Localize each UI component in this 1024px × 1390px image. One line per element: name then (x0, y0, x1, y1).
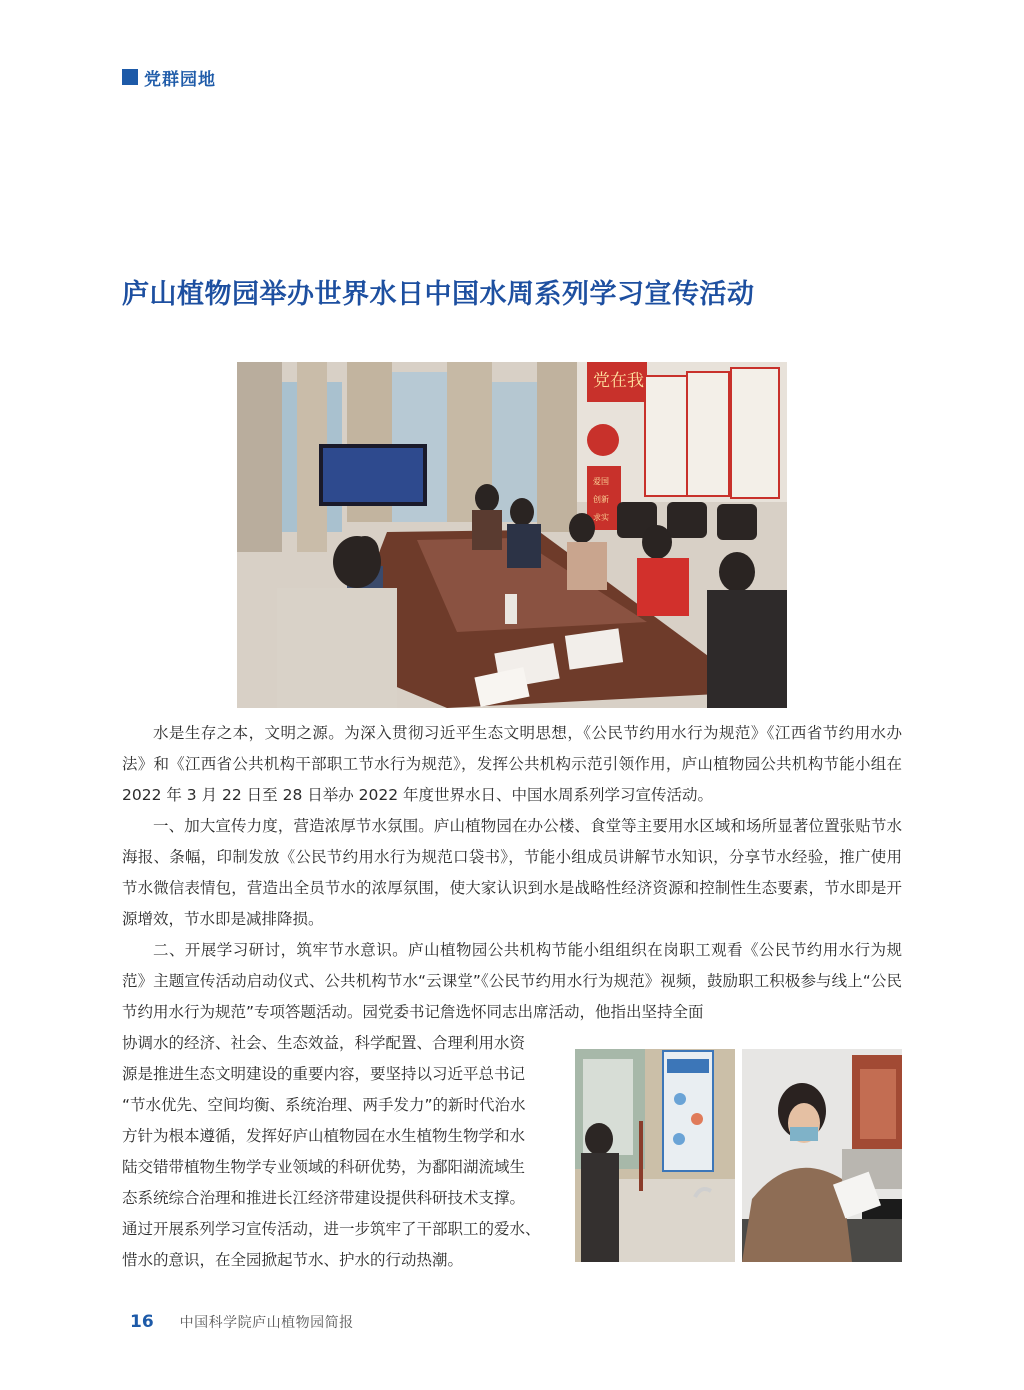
continuation-line: 源是推进生态文明建设的重要内容，要坚持以习近平总书记 (122, 1065, 526, 1083)
continuation-line: “节水优先、空间均衡、系统治理、两手发力”的新时代治水 (122, 1096, 526, 1114)
reading-photo (742, 1049, 902, 1262)
wall-char-2: 创新 (593, 495, 609, 504)
paragraph-3-continuation (122, 1028, 570, 1276)
continuation-line: 协调水的经济、社会、生态效益，科学配置、合理利用水资 (122, 1034, 526, 1052)
wall-slogan: 党在我 (593, 371, 644, 391)
continuation-line: 态系统综合治理和推进长江经济带建设提供科研技术支撑。 (122, 1189, 526, 1207)
paragraph-2: 一、加大宣传力度，营造浓厚节水氛围。庐山植物园在办公楼、食堂等主要用水区域和场所显著位置张贴节水海报、条幅，印制发放《公民节约用水行为规范口袋书》，节能小组成员讲解节水知识，分享节水经验，推广使用节水微信表情包，营造出全员节水的浓厚氛围，使大家认识到水是战略性经济资源和控制性生态要素，节水即是开源增效，节水即是减排降损。 (122, 817, 902, 928)
article-body (122, 718, 902, 1028)
section-label: 党群园地 (144, 69, 216, 90)
page-number: 16 (130, 1312, 154, 1332)
section-square-icon (122, 69, 138, 85)
section-tag (122, 64, 216, 90)
continuation-line: 陆交错带植物生物学专业领域的科研优势，为鄱阳湖流域生 (122, 1158, 526, 1176)
paragraph-3: 二、开展学习研讨，筑牢节水意识。庐山植物园公共机构节能小组组织在岗职工观看《公民节约用水行为规范》主题宣传活动启动仪式、公共机构节水“云课堂”《公民节约用水行为规范》视频，鼓励职工积极参与线上“公民节约用水行为规范”专项答题活动。园党委书记詹选怀同志出席活动，他指出坚持全面 (122, 941, 902, 1021)
continuation-line: 方针为根本遵循，发挥好庐山植物园在水生植物生物学和水 (122, 1127, 526, 1145)
meeting-photo (237, 362, 787, 708)
poster-photo (575, 1049, 735, 1262)
wall-char-1: 爱国 (593, 477, 609, 486)
paragraph-1: 水是生存之本，文明之源。为深入贯彻习近平生态文明思想，《公民节约用水行为规范》《江西省节约用水办法》和《江西省公共机构干部职工节水行为规范》，发挥公共机构示范引领作用，庐山植物园公共机构节能小组在 2022 年 3 月 22 日至 28 日举办 2022 年度世界水日、中国水周系列学习宣传活动。 (122, 724, 902, 804)
continuation-line: 惜水的意识，在全园掀起节水、护水的行动热潮。 (122, 1251, 464, 1269)
page-footer (130, 1312, 354, 1332)
article-title: 庐山植物园举办世界水日中国水周系列学习宣传活动 (122, 279, 755, 310)
wall-char-3: 求实 (593, 513, 609, 522)
publication-name: 中国科学院庐山植物园简报 (179, 1315, 354, 1331)
continuation-line: 通过开展系列学习宣传活动，进一步筑牢了干部职工的爱水、 (122, 1220, 541, 1238)
